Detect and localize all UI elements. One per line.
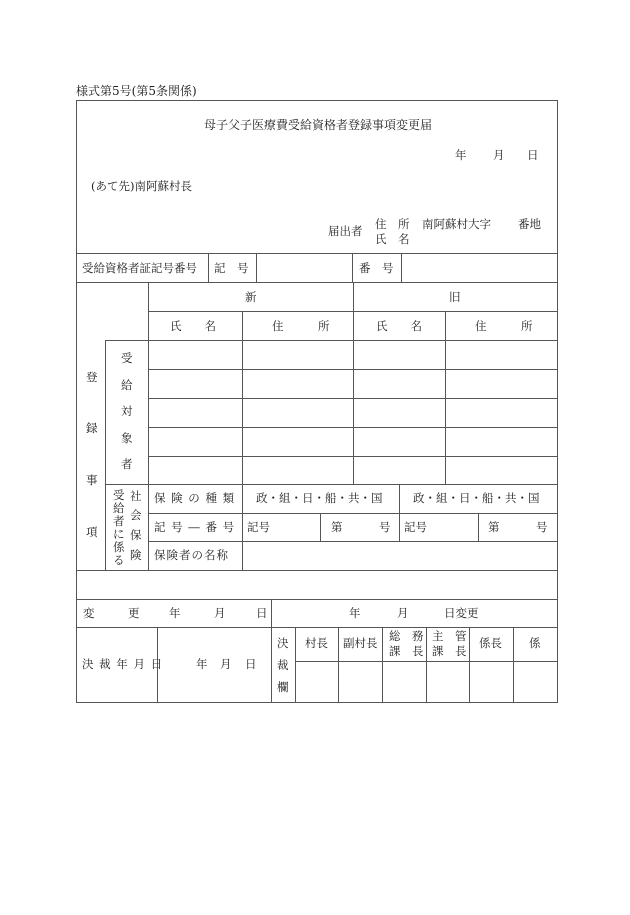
date-month: 月 (493, 148, 505, 162)
approver-staff: 係 (529, 636, 541, 650)
recipient-2-new-name[interactable] (149, 370, 242, 398)
insurance-new-number-prefix: 第 (331, 520, 343, 534)
column-old-address: 住 所 (475, 319, 533, 333)
approver-mayor: 村長 (305, 636, 328, 650)
recipient-1-new-name[interactable] (149, 341, 242, 369)
insurance-type-options-new[interactable]: 政・組・日・船・共・国 (256, 491, 383, 505)
decision-column-label-3: 欄 (277, 680, 289, 694)
applicant-address-label: 住 所 (375, 217, 410, 231)
insurance-new-number-suffix: 号 (379, 520, 391, 534)
change-result-month: 月 (397, 606, 409, 620)
section-label-4: 項 (86, 525, 98, 539)
change-result-day: 日変更 (444, 606, 479, 620)
recipient-4-old-name[interactable] (354, 428, 445, 456)
recipient-label-5: 者 (121, 457, 133, 471)
decision-day: 日 (245, 657, 257, 671)
column-old: 旧 (449, 290, 461, 304)
column-new-address: 住 所 (272, 319, 330, 333)
recipient-5-new-name[interactable] (149, 457, 242, 484)
recipient-2-old-address[interactable] (446, 370, 557, 398)
insurance-group-col1-6: る (113, 553, 125, 567)
insurance-old-number-suffix: 号 (536, 520, 548, 534)
insurer-name-label: 保険者の名称 (154, 548, 229, 562)
recipient-1-new-address[interactable] (243, 341, 353, 369)
recipient-1-old-name[interactable] (354, 341, 445, 369)
change-label-2: 更 (128, 606, 140, 620)
insurance-group-col1-3: 者 (113, 514, 125, 528)
recipient-5-old-name[interactable] (354, 457, 445, 484)
certificate-symbol-label: 記 号 (214, 261, 249, 275)
approver-chief: 係長 (479, 636, 502, 650)
recipient-label-1: 受 (121, 351, 133, 365)
approver-department-line1: 主 管 (432, 629, 467, 643)
recipient-4-new-address[interactable] (243, 428, 353, 456)
insurance-group-col2-3: 保 (130, 528, 142, 542)
insurance-group-col1-1: 受 (113, 488, 125, 502)
approver-deputy-mayor: 副村長 (343, 636, 378, 650)
change-label-1: 変 (83, 606, 95, 620)
certificate-symbol-field[interactable] (257, 254, 352, 282)
recipient-4-new-name[interactable] (149, 428, 242, 456)
section-label-3: 事 (86, 473, 98, 487)
recipient-4-old-address[interactable] (446, 428, 557, 456)
applicant-name-label: 氏 名 (375, 232, 410, 246)
recipient-3-old-address[interactable] (446, 399, 557, 427)
insurance-old-number-prefix: 第 (488, 520, 500, 534)
stamp-deputy-mayor[interactable] (339, 662, 382, 702)
insurance-new-symbol-prefix: 記号 (247, 520, 270, 534)
change-result-year: 年 (349, 606, 361, 620)
insurance-group-col2-4: 険 (130, 548, 142, 562)
applicant-address-value[interactable]: 南阿蘇村大字 (422, 217, 491, 231)
stamp-staff[interactable] (514, 662, 557, 702)
form-number: 様式第5号(第5条関係) (76, 84, 197, 98)
section-label-1: 登 (86, 370, 98, 384)
approver-general-affairs-line1: 総 務 (389, 629, 424, 643)
insurance-group-col2-2: 会 (130, 508, 142, 522)
insurance-type-label: 保 険 の 種 類 (154, 491, 236, 505)
applicant-name-field[interactable] (412, 231, 552, 247)
certificate-number-label: 番 号 (359, 261, 394, 275)
section-label-2: 録 (86, 421, 98, 435)
decision-date-label: 決 裁 年 月 日 (82, 657, 164, 671)
insurance-old-symbol-prefix: 記号 (404, 520, 427, 534)
blank-row (77, 571, 557, 599)
insurance-group-col1-4: に (113, 527, 125, 541)
insurance-number-label: 記 号 ― 番 号 (154, 520, 236, 534)
form-title: 母子父子医療費受給資格者登録事項変更届 (204, 118, 433, 132)
stamp-general-affairs[interactable] (383, 662, 426, 702)
column-new-name: 氏 名 (170, 319, 216, 333)
decision-column-label-2: 裁 (277, 658, 289, 672)
recipient-label-2: 給 (121, 378, 133, 392)
applicant-label: 届出者 (328, 224, 363, 238)
recipient-label-4: 象 (121, 431, 133, 445)
stamp-chief[interactable] (470, 662, 513, 702)
decision-year: 年 (196, 657, 208, 671)
date-year: 年 (455, 148, 467, 162)
approver-general-affairs-line2: 課 長 (389, 644, 424, 658)
applicant-address-suffix: 番地 (518, 217, 541, 231)
certificate-number-field[interactable] (402, 254, 557, 282)
recipient-2-new-address[interactable] (243, 370, 353, 398)
stamp-mayor[interactable] (296, 662, 338, 702)
column-old-name: 氏 名 (376, 319, 422, 333)
approver-department-line2: 課 長 (432, 644, 467, 658)
recipient-3-new-address[interactable] (243, 399, 353, 427)
recipient-5-old-address[interactable] (446, 457, 557, 484)
recipient-2-old-name[interactable] (354, 370, 445, 398)
insurance-group-col1-5: 係 (113, 540, 125, 554)
change-year: 年 (169, 606, 181, 620)
stamp-department[interactable] (427, 662, 469, 702)
recipient-5-new-address[interactable] (243, 457, 353, 484)
decision-month: 月 (220, 657, 232, 671)
certificate-label: 受給資格者証記号番号 (82, 261, 197, 275)
recipient-label-3: 対 (121, 404, 133, 418)
change-month: 月 (214, 606, 226, 620)
recipient-1-old-address[interactable] (446, 341, 557, 369)
addressee: (あて先)南阿蘇村長 (91, 179, 192, 193)
recipient-3-new-name[interactable] (149, 399, 242, 427)
decision-column-label-1: 決 (277, 636, 289, 650)
date-day: 日 (527, 148, 539, 162)
recipient-3-old-name[interactable] (354, 399, 445, 427)
column-new: 新 (245, 290, 257, 304)
insurance-group-col1-2: 給 (113, 501, 125, 515)
insurance-group-col2-1: 社 (130, 489, 142, 503)
change-day: 日 (256, 606, 268, 620)
insurance-type-options-old[interactable]: 政・組・日・船・共・国 (413, 491, 540, 505)
insurer-name-field[interactable] (243, 542, 557, 570)
